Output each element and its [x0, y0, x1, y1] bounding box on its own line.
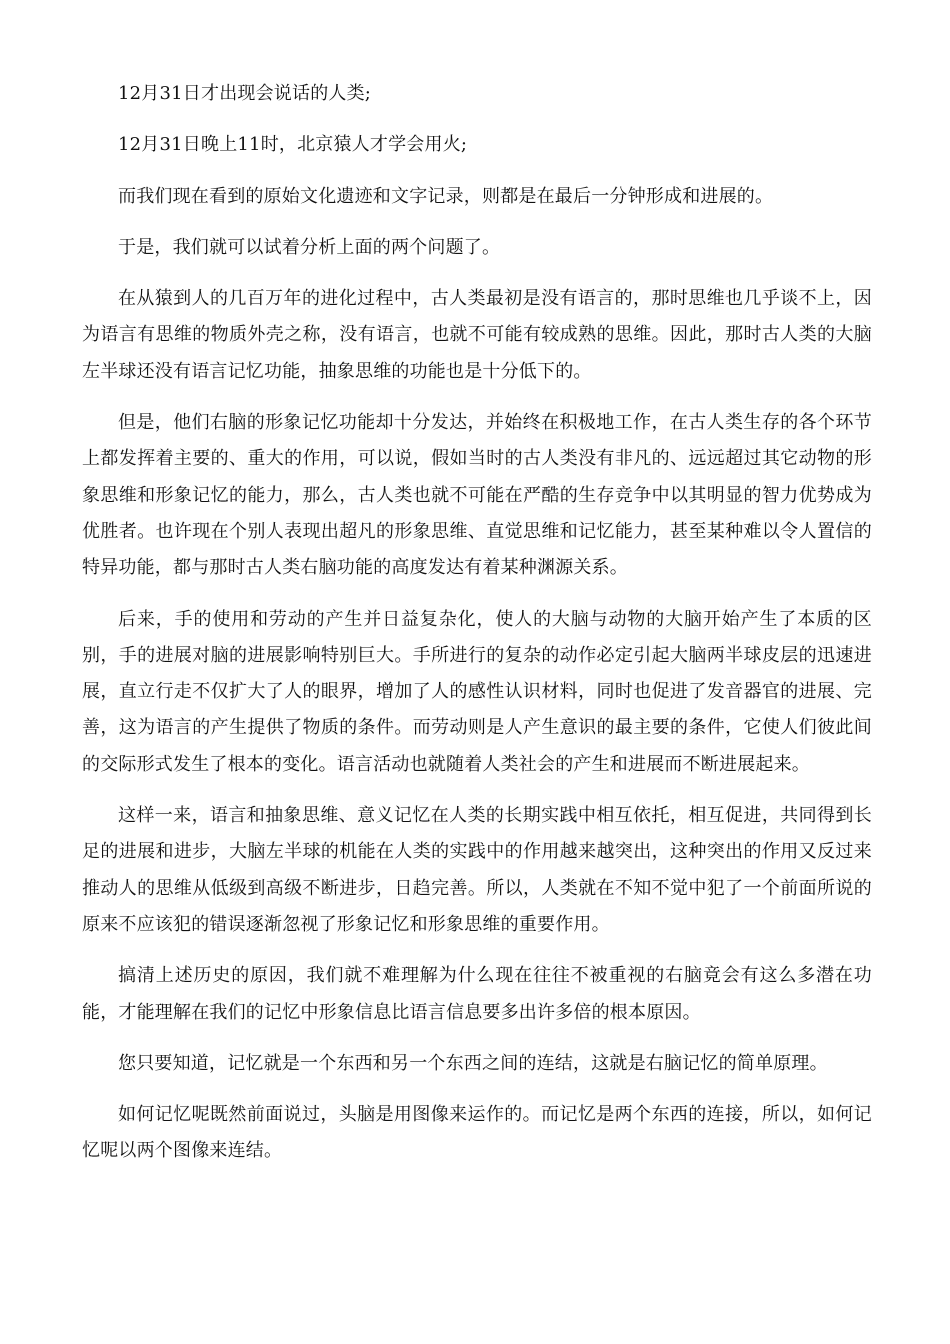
- paragraph-4: 于是，我们就可以试着分析上面的两个问题了。: [118, 236, 501, 258]
- paragraph-5: 在从猿到人的几百万年的进化过程中，古人类最初是没有语言的，那时思维也几乎谈不上，因为语言有思维的物质外壳之称，没有语言，也就不可能有较成熟的思维。因此，那时古人类的大脑左半球还没有语言记忆功能，抽象思维的功能也是十分低下的。: [82, 288, 872, 382]
- paragraph-1: 12月31日才出现会说话的人类;: [118, 83, 372, 104]
- paragraph-2: 12月31日晚上11时，北京猿人才学会用火;: [118, 134, 468, 156]
- document-body: [82, 76, 872, 1185]
- paragraph-6: 但是，他们右脑的形象记忆功能却十分发达，并始终在积极地工作，在古人类生存的各个环节上都发挥着主要的、重大的作用，可以说，假如当时的古人类没有非凡的、远远超过其它动物的形象思维和形象记忆的能力，那么，古人类也就不可能在严酷的生存竞争中以其明显的智力优势成为优胜者。也许现在个别人表现出超凡的形象思维、直觉思维和记忆能力，甚至某种难以令人置信的特异功能，都与那时古人类右脑功能的高度发达有着某种渊源关系。: [82, 412, 872, 579]
- paragraph-9: 搞清上述历史的原因，我们就不难理解为什么现在往往不被重视的右脑竟会有这么多潜在功能，才能理解在我们的记忆中形象信息比语言信息要多出许多倍的根本原因。: [82, 965, 872, 1023]
- paragraph-10: 您只要知道，记忆就是一个东西和另一个东西之间的连结，这就是右脑记忆的简单原理。: [118, 1052, 828, 1074]
- paragraph-3: 而我们现在看到的原始文化遗迹和文字记录，则都是在最后一分钟形成和进展的。: [118, 185, 774, 207]
- paragraph-7: 后来，手的使用和劳动的产生并日益复杂化，使人的大脑与动物的大脑开始产生了本质的区别，手的进展对脑的进展影响特别巨大。手所进行的复杂的动作必定引起大脑两半球皮层的迅速进展，直立行走不仅扩大了人的眼界，增加了人的感性认识材料，同时也促进了发音器官的进展、完善，这为语言的产生提供了物质的条件。而劳动则是人产生意识的最主要的条件，它使人们彼此间的交际形式发生了根本的变化。语言活动也就随着人类社会的产生和进展而不断进展起来。: [82, 608, 872, 775]
- paragraph-11: 如何记忆呢既然前面说过，头脑是用图像来运作的。而记忆是两个东西的连接，所以，如何记忆呢以两个图像来连结。: [82, 1104, 872, 1162]
- paragraph-8: 这样一来，语言和抽象思维、意义记忆在人类的长期实践中相互依托，相互促进，共同得到长足的进展和进步，大脑左半球的机能在人类的实践中的作用越来越突出，这种突出的作用又反过来推动人的思维从低级到高级不断进步，日趋完善。所以，人类就在不知不觉中犯了一个前面所说的原来不应该犯的错误逐渐忽视了形象记忆和形象思维的重要作用。: [82, 805, 872, 935]
